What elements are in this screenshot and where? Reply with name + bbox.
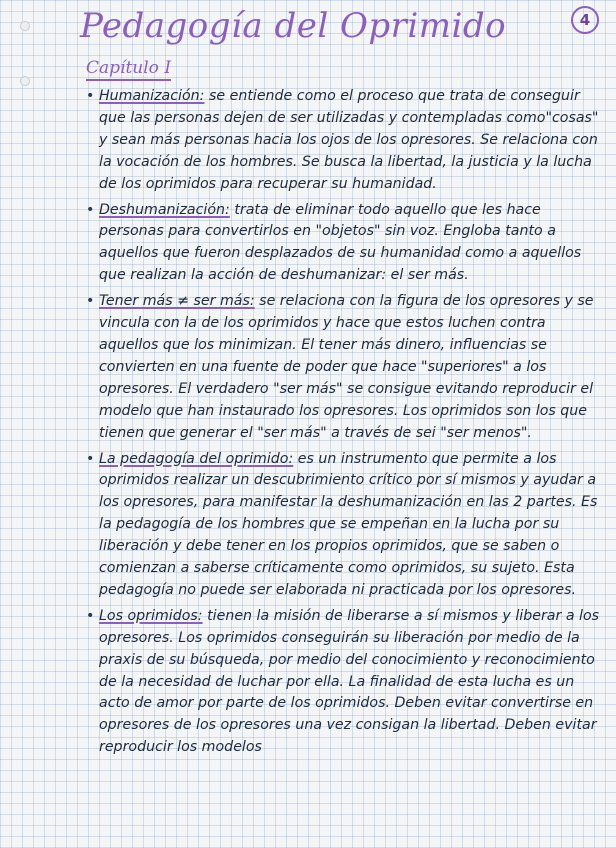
bullet-icon: •: [86, 88, 95, 104]
entry-term: Humanización:: [99, 88, 205, 104]
bullet-icon: •: [86, 293, 95, 310]
entry-text: se entiende como el proceso que trata de conseguir que las personas dejen de ser utilizadas y contempladas como"cosas" y sean más personas hacia los ojos de los opresores. Se relaciona con la vocación de los hombres. Se busca la libertad, la justicia y la lucha de los oprimidos para recuperar su humanidad.: [99, 88, 599, 192]
notes-body: [86, 86, 606, 763]
entry-text: se relaciona con la figura de los opresores y se vincula con la de los oprimidos y hace que estos luchen contra aquellos que los minimizan. El tener más dinero, influencias se convierten en una fuente de poder que hace "superiores" a los opresores. El verdadero "ser más" se consigue evitando reproducir el modelo que han instaurado los opresores. Los oprimidos son los que tienen que generar el "ser más" a través de sei "ser menos".: [99, 293, 594, 441]
entry-text: trata de eliminar todo aquello que les hace personas para convertirlos en "objetos" sin voz. Engloba tanto a aquellos que fueron desplazados de su humanidad como a aquellos que realizan la acción de deshumanizar: el ser más.: [99, 201, 582, 284]
bullet-icon: •: [86, 201, 95, 218]
entry-term: Los oprimidos:: [99, 607, 203, 624]
page-number-badge: 4: [571, 6, 599, 34]
entry-text: es un instrumento que permite a los oprimidos realizar un descubrimiento crítico por sí mismos y ayudar a los opresores, para manifestar la deshumanización en las 2 partes. Es la pedagogía de los hombres que se empeñan en la lucha por su liberación y debe tener en los propios oprimidos, que se saben o comienzan a saberse críticamente como oprimidos, su sujeto. Esta pedagogía no puede ser elaborada ni practicada por los opresores.: [99, 450, 598, 598]
binder-hole: [20, 21, 30, 31]
note-entry: [86, 291, 606, 444]
page-title: Pedagogía del Oprimido: [80, 6, 507, 46]
note-entry: [86, 606, 606, 759]
entry-term: La pedagogía del oprimido:: [99, 450, 294, 467]
note-entry: [86, 200, 606, 288]
binder-hole: [20, 76, 30, 86]
note-entry: [86, 449, 606, 602]
entry-term: Deshumanización:: [99, 201, 230, 218]
bullet-icon: •: [86, 607, 95, 624]
entry-text: tienen la misión de liberarse a sí mismos y liberar a los opresores. Los oprimidos conseguirán su liberación por medio de la praxis de su búsqueda, por medio del conocimiento y reconocimiento de la necesidad de luchar por ella. La finalidad de esta lucha es un acto de amor por parte de los oprimidos. Deben evitar convertirse en opresores de los opresores una vez consigan la libertad. Deben evitar reproducir los modelos: [99, 607, 600, 756]
chapter-heading: Capítulo I: [86, 58, 171, 81]
entry-term: Tener más ≠ ser más:: [99, 293, 255, 310]
note-entry: [86, 86, 606, 196]
bullet-icon: •: [86, 450, 95, 467]
